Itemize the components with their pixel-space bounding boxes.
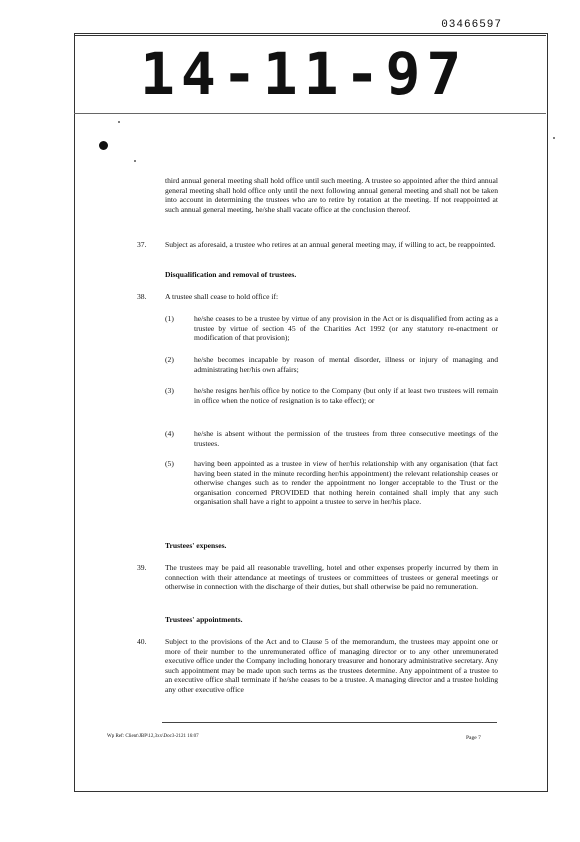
document-number: 03466597 [441, 19, 502, 31]
clause-number: 40. [137, 637, 147, 646]
footer-reference: Wp Ref: Client\JBP\12,3xx\Doc3-2121 16:07 [107, 734, 199, 739]
clause-37-text: Subject as aforesaid, a trustee who retires at an annual general meeting may, if willing to act, be reappointed. [165, 240, 496, 249]
clause-number: 38. [137, 292, 147, 301]
stamp-rule [74, 113, 546, 114]
heading-expenses: Trustees' expenses. [165, 541, 227, 550]
date-stamp: 14-11-97 [140, 40, 468, 108]
page-number: Page 7 [466, 735, 481, 741]
scan-speck [553, 137, 555, 139]
heading-appointments: Trustees' appointments. [165, 615, 243, 624]
clause-number: 39. [137, 563, 147, 572]
subclause-text: he/she becomes incapable by reason of mental disorder, illness or injury of managing and administrating her/his own affairs; [194, 355, 498, 374]
clause-number: 37. [137, 240, 147, 249]
clause-38-text: A trustee shall cease to hold office if: [165, 292, 279, 301]
footer-rule [162, 722, 497, 723]
clause-40-text: Subject to the provisions of the Act and to Clause 5 of the memorandum, the trustees may appoint one or more of their number to the unremunerated office of managing director or to any other unremunerated executive office under the Company including honorary treasurer and honorary administrative secretary. Any such appointment may be made upon such terms as the trustees determine. Any appointment of a trustee to an executive office shall terminate if he/she ceases to be a trustee. A managing director and a trustee holding any other executive office [165, 637, 498, 694]
subclause-text: he/she resigns her/his office by notice to the Company (but only if at least two trustees will remain in office when the notice of resignation is to take effect); or [194, 386, 498, 405]
subclause-number: (5) [165, 459, 174, 468]
heading-disqualification: Disqualification and removal of trustees. [165, 270, 297, 279]
clause-39-text: The trustees may be paid all reasonable travelling, hotel and other expenses properly incurred by them in connection with their attendance at meetings of trustees or committees of trustees or general meetings or otherwise in connection with the discharge of their duties, but shall otherwise be paid no remuneration. [165, 563, 498, 592]
subclause-text: he/she is absent without the permission of the trustees from three consecutive meetings of the trustees. [194, 429, 498, 448]
subclause-number: (4) [165, 429, 174, 438]
punch-hole-mark [99, 141, 108, 150]
scan-speck [134, 160, 136, 162]
subclause-number: (3) [165, 386, 174, 395]
subclause-number: (1) [165, 314, 174, 323]
subclause-text: he/she ceases to be a trustee by virtue of any provision in the Act or is disqualified from acting as a trustee by virtue of section 45 of the Charities Act 1992 (or any statutory re-enactment or modification of that provision); [194, 314, 498, 343]
subclause-number: (2) [165, 355, 174, 364]
scan-speck [118, 121, 120, 123]
subclause-text: having been appointed as a trustee in view of her/his relationship with any organisation (that fact having been stated in the minute recording her/his appointment) the relevant relationship ceases or otherwise changes such as to render the appointment no longer acceptable to the Trust or the organisation concerned PROVIDED that nothing herein contained shall imply that any such organisation shall have a right to appoint a trustee to serve in her/his place. [194, 459, 498, 507]
intro-paragraph: third annual general meeting shall hold office until such meeting. A trustee so appointed after the third annual general meeting shall hold office only until the next following annual general meeting and shall not be taken into account in determining the trustees who are to retire by rotation at the meeting. If not reappointed at such annual general meeting, he/she shall vacate office at the conclusion thereof. [165, 176, 498, 214]
